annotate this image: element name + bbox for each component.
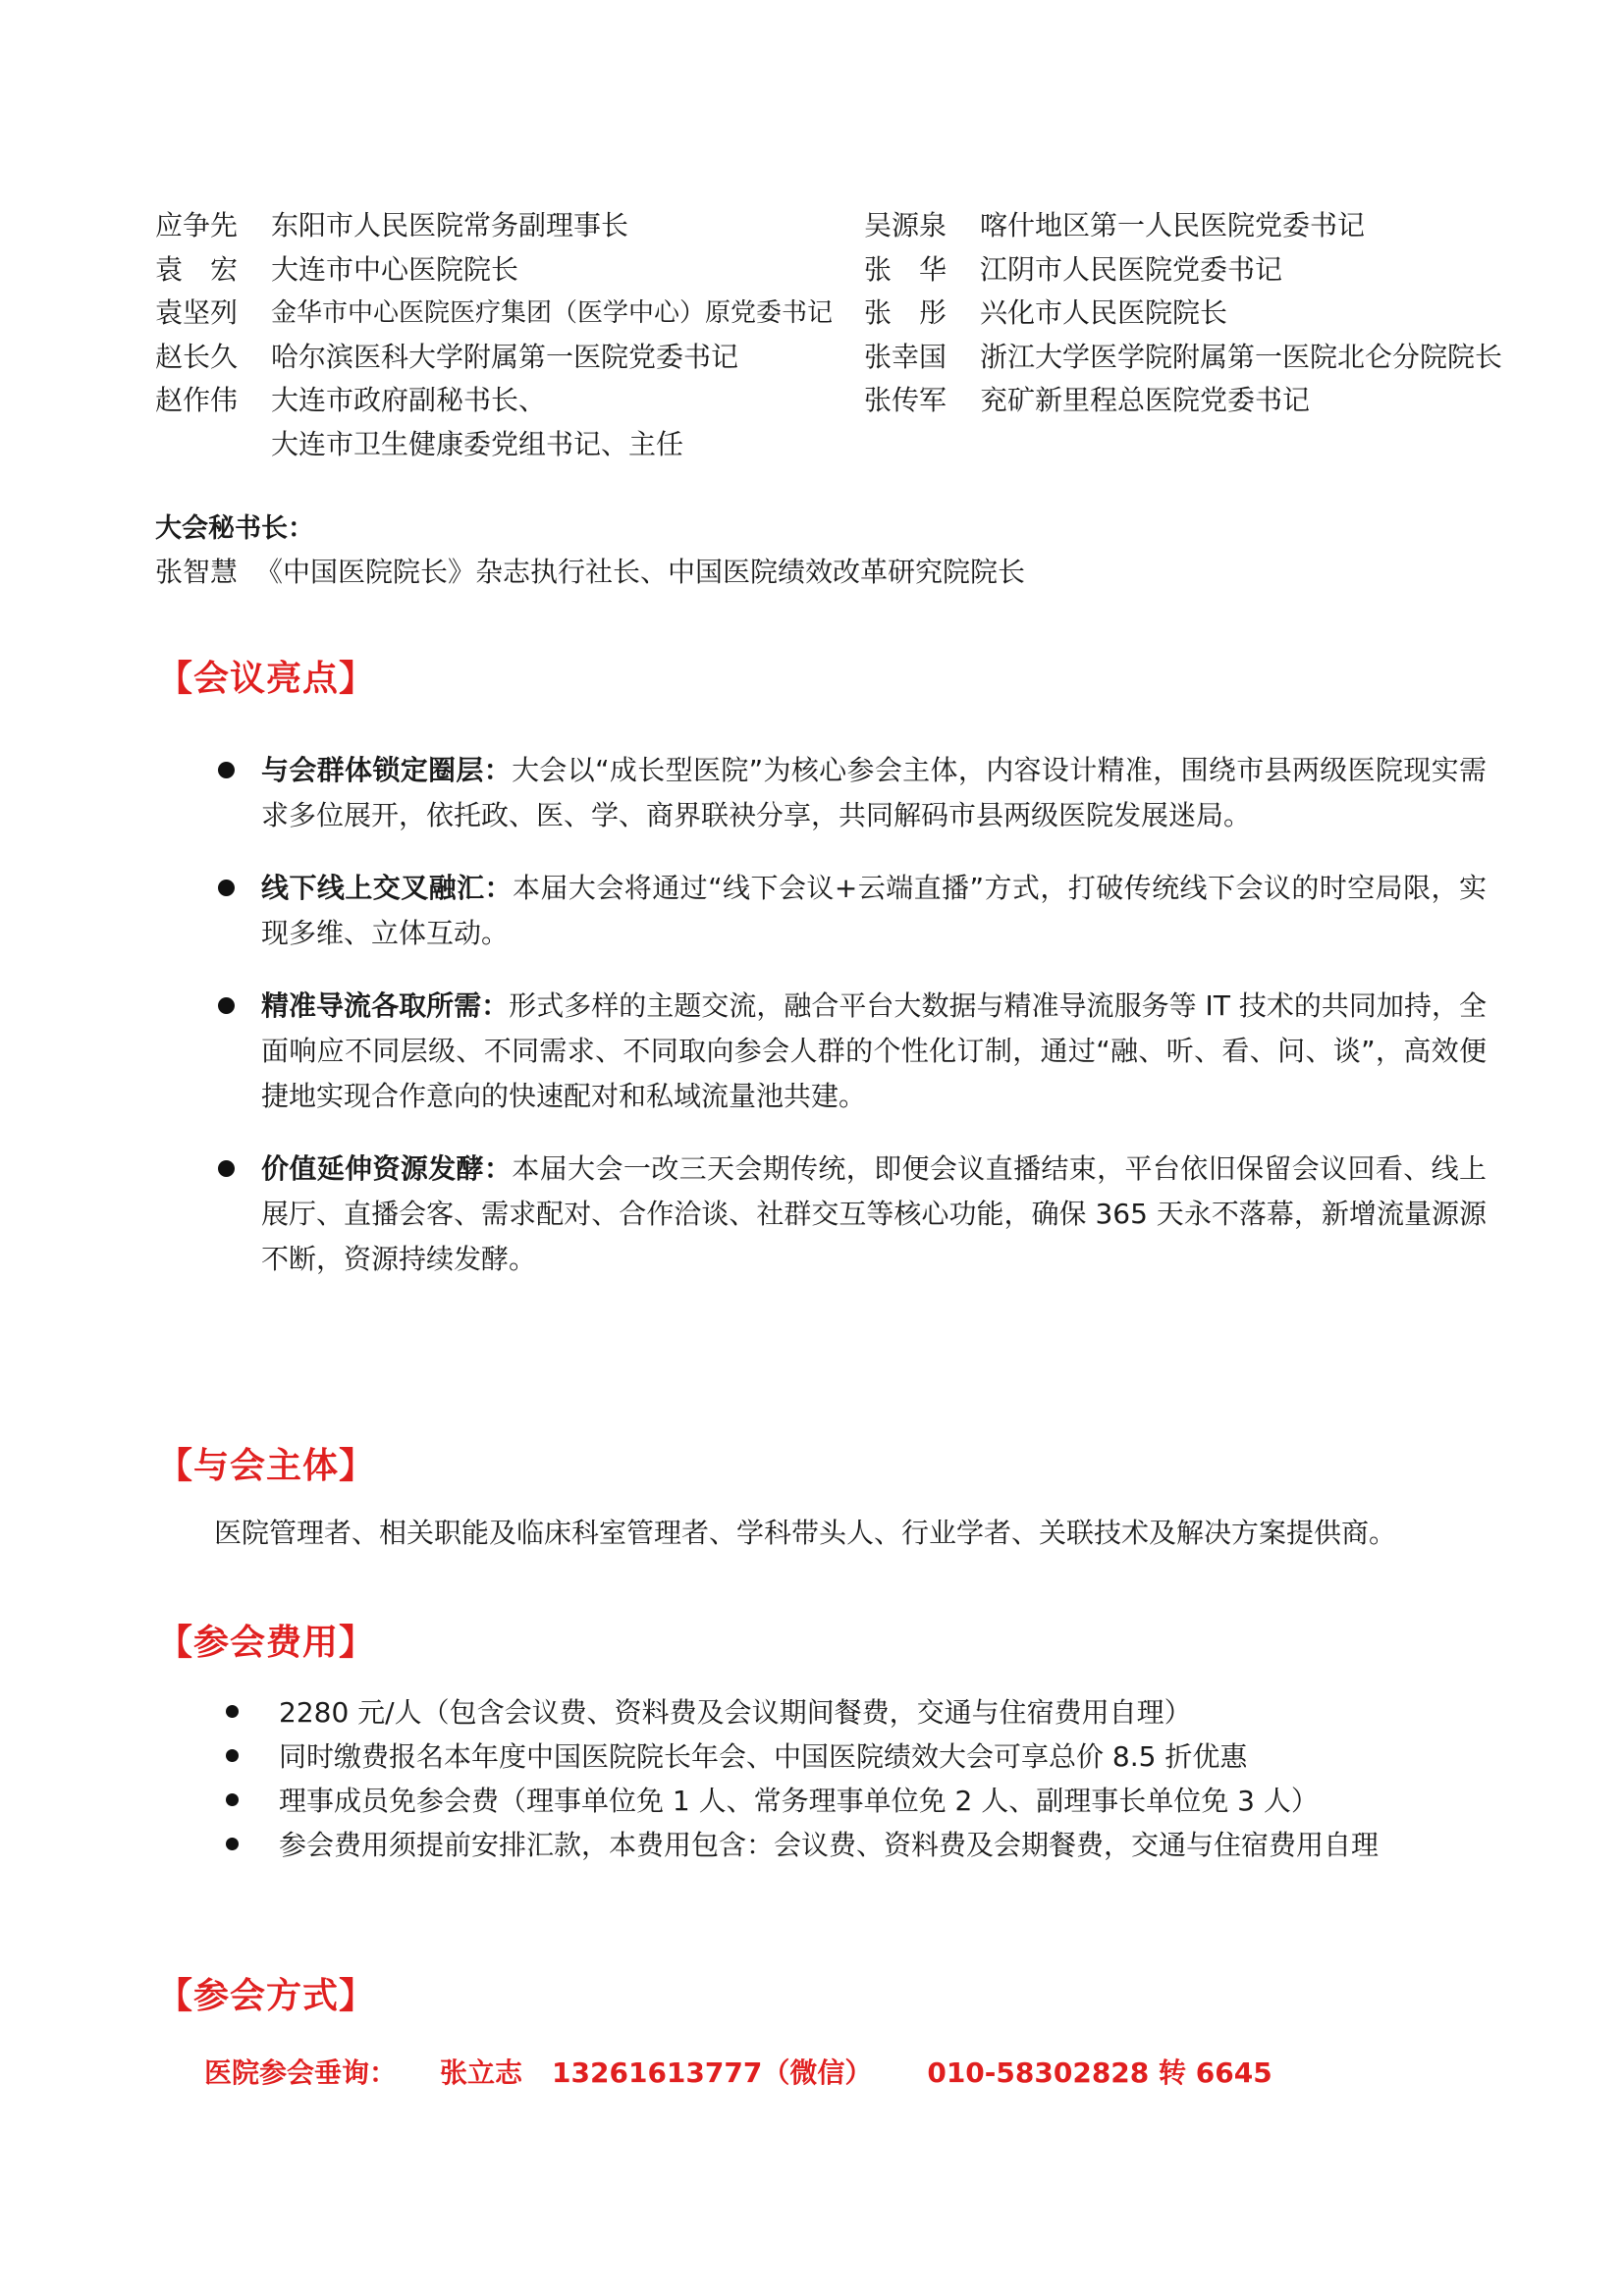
director-name: 张 华 bbox=[864, 252, 947, 286]
director-row bbox=[155, 336, 842, 380]
director-title: 兴化市人民医院院长 bbox=[980, 296, 1228, 329]
secretary-title: 《中国医院院长》杂志执行社长、中国医院绩效改革研究院院长 bbox=[255, 556, 1026, 588]
fee-text: 2280 元/人（包含会议费、资料费及会议期间餐费，交通与住宿费用自理） bbox=[279, 1696, 1192, 1729]
director-row bbox=[864, 248, 1551, 293]
director-row bbox=[864, 379, 1551, 423]
bullet-dot-icon bbox=[218, 880, 235, 896]
highlight-title: 价值延伸资源发酵： bbox=[261, 1152, 513, 1185]
directors-list bbox=[155, 204, 1530, 469]
highlight-text: 形式多样的主题交流，融合平台大数据与精准导流服务等 IT 技术的共同加持，全面响应不同层级、不同需求、不同取向参会人群的个性化订制，通过“融、听、看、问、谈”，高效便捷地实现合作意向的快速配对和私域流量池共建。 bbox=[261, 989, 1487, 1112]
director-row bbox=[864, 336, 1551, 380]
secretary-general-block bbox=[155, 507, 1025, 594]
director-row bbox=[155, 248, 842, 293]
secretary-name: 张智慧 bbox=[155, 556, 239, 588]
director-title: 大连市中心医院院长 bbox=[271, 252, 519, 286]
director-title: 哈尔滨医科大学附属第一医院党委书记 bbox=[271, 340, 739, 373]
method-heading: 【参会方式】 bbox=[157, 1976, 376, 2016]
highlight-item bbox=[210, 984, 1487, 1119]
highlights-list bbox=[210, 748, 1487, 1309]
contact-line bbox=[204, 2050, 1272, 2097]
director-title: 大连市政府副秘书长、 大连市卫生健康委党组书记、主任 bbox=[271, 384, 684, 460]
highlight-item bbox=[210, 866, 1487, 956]
bullet-dot-icon bbox=[218, 762, 235, 778]
secretary-line bbox=[155, 551, 1025, 594]
bullet-dot-icon bbox=[226, 1705, 239, 1718]
fee-item bbox=[218, 1735, 1494, 1779]
director-row bbox=[155, 379, 842, 466]
bullet-dot-icon bbox=[218, 1160, 235, 1177]
contact-phone: 13261613777（微信） bbox=[552, 2056, 873, 2089]
director-name: 赵长久 bbox=[155, 340, 239, 373]
highlights-heading: 【会议亮点】 bbox=[157, 659, 376, 699]
secretary-label: 大会秘书长： bbox=[155, 513, 314, 544]
director-name: 应争先 bbox=[155, 209, 239, 241]
highlight-item bbox=[210, 748, 1487, 838]
highlight-text: 大会以“成长型医院”为核心参会主体，内容设计精准，围绕市县两级医院现实需求多位展开，依托政、医、学、商界联袂分享，共同解码市县两级医院发展迷局。 bbox=[261, 754, 1487, 831]
highlight-text: 本届大会将通过“线下会议+云端直播”方式，打破传统线下会议的时空局限，实现多维、立体互动。 bbox=[261, 872, 1487, 949]
fee-item bbox=[218, 1690, 1494, 1735]
director-row bbox=[155, 292, 842, 336]
director-name: 袁坚列 bbox=[155, 296, 239, 329]
director-name: 赵作伟 bbox=[155, 384, 239, 416]
director-name: 张传军 bbox=[864, 384, 947, 416]
director-row bbox=[155, 204, 842, 248]
contact-name: 张立志 bbox=[440, 2056, 523, 2089]
director-title: 兖矿新里程总医院党委书记 bbox=[980, 384, 1311, 416]
fee-item bbox=[218, 1779, 1494, 1823]
contact-tel: 010-58302828 转 6645 bbox=[927, 2056, 1272, 2089]
fee-text: 理事成员免参会费（理事单位免 1 人、常务理事单位免 2 人、副理事长单位免 3 人） bbox=[279, 1785, 1319, 1817]
highlight-title: 与会群体锁定圈层： bbox=[261, 754, 513, 786]
director-title: 江阴市人民医院党委书记 bbox=[980, 252, 1283, 286]
fees-heading: 【参会费用】 bbox=[157, 1623, 376, 1663]
fee-text: 同时缴费报名本年度中国医院院长年会、中国医院绩效大会可享总价 8.5 折优惠 bbox=[279, 1740, 1248, 1773]
director-title: 浙江大学医学院附属第一医院北仑分院院长 bbox=[980, 340, 1503, 373]
director-title: 金华市中心医院医疗集团（医学中心）原党委书记 bbox=[271, 298, 834, 328]
highlight-title: 精准导流各取所需： bbox=[261, 989, 510, 1022]
fees-list bbox=[218, 1690, 1494, 1867]
director-row bbox=[864, 292, 1551, 336]
director-name: 张幸国 bbox=[864, 340, 947, 373]
attendees-heading: 【与会主体】 bbox=[157, 1446, 376, 1486]
bullet-dot-icon bbox=[226, 1838, 239, 1850]
bullet-dot-icon bbox=[218, 997, 235, 1014]
director-name: 张 彤 bbox=[864, 296, 947, 329]
director-name: 吴源泉 bbox=[864, 209, 947, 241]
director-title: 东阳市人民医院常务副理事长 bbox=[271, 209, 629, 241]
bullet-dot-icon bbox=[226, 1749, 239, 1762]
directors-right-column bbox=[864, 204, 1551, 423]
director-row bbox=[864, 204, 1551, 248]
bullet-dot-icon bbox=[226, 1793, 239, 1806]
highlight-text: 本届大会一改三天会期传统，即便会议直播结束，平台依旧保留会议回看、线上展厅、直播会客、需求配对、合作洽谈、社群交互等核心功能，确保 365 天永不落幕，新增流量源源不断，资源持续发酵。 bbox=[261, 1152, 1487, 1275]
fee-item bbox=[218, 1823, 1494, 1867]
attendees-text: 医院管理者、相关职能及临床科室管理者、学科带头人、行业学者、关联技术及解决方案提供商。 bbox=[214, 1517, 1397, 1549]
highlight-item bbox=[210, 1147, 1487, 1282]
directors-left-column bbox=[155, 204, 842, 466]
fee-text: 参会费用须提前安排汇款，本费用包含：会议费、资料费及会期餐费，交通与住宿费用自理 bbox=[279, 1829, 1380, 1861]
contact-label: 医院参会垂询： bbox=[204, 2056, 398, 2089]
highlight-title: 线下线上交叉融汇： bbox=[261, 872, 513, 904]
director-name: 袁 宏 bbox=[155, 252, 239, 286]
director-title: 喀什地区第一人民医院党委书记 bbox=[980, 209, 1366, 241]
